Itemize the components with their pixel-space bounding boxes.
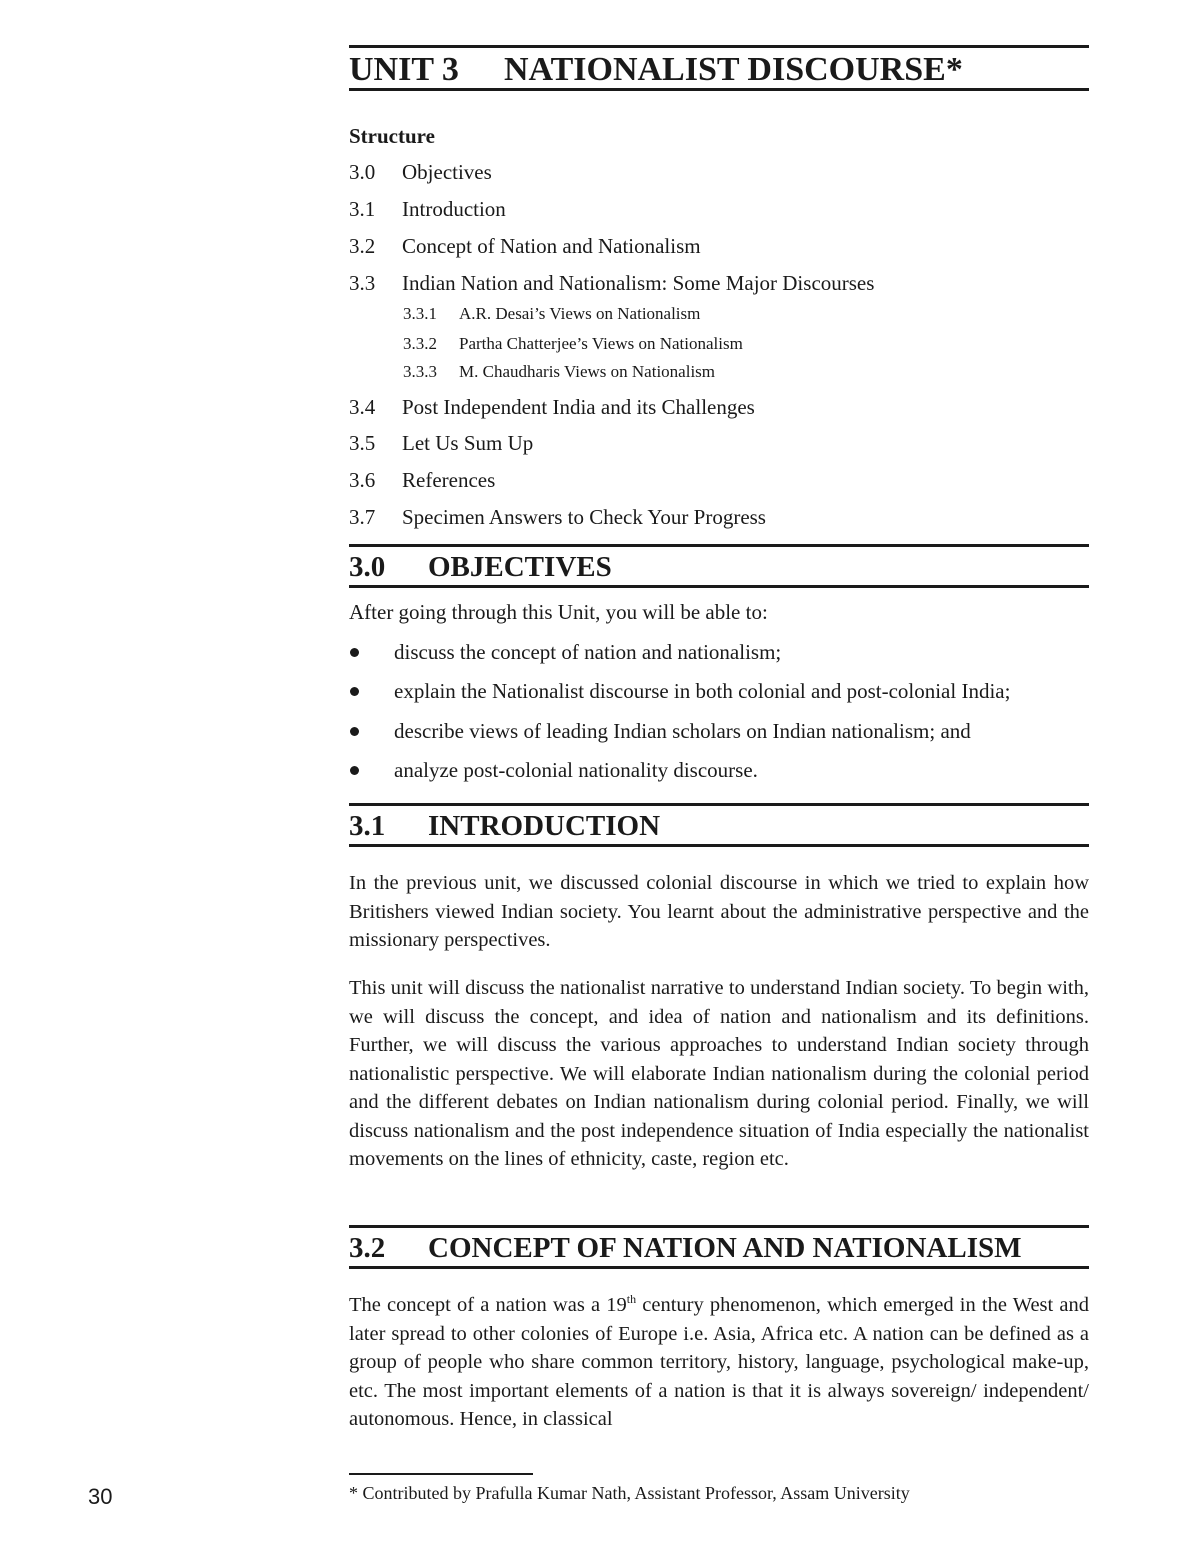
concept-paragraph: The concept of a nation was a 19th century phenomenon, which emerged in the West and later spread to other colonies of Europe i.e. Asia, Africa etc. A nation can be defined as a group of people who share common territory, history, language, psychological make-up, etc. The most important elements of a nation is that it is always sovereign/ independent/ autonomous. Hence, in classical bbox=[349, 1292, 1089, 1430]
introduction-paragraph: This unit will discuss the nationalist narrative to understand Indian society. To begin with, we will discuss the concept, and idea of nation and nationalism and its definitions. Further, we will discuss the various approaches to understand Indian society through nationalistic perspective. We will elaborate Indian nationalism during the colonial period and the different debates on Indian nationalism during colonial period. Finally, we will discuss nationalism and the post independence situation of India especially the nationalist movements on the lines of ethnicity, caste, region etc. bbox=[349, 977, 1089, 1170]
toc-item: 3.7 Specimen Answers to Check Your Progress bbox=[349, 505, 766, 529]
section-number: 3.2 bbox=[349, 1232, 386, 1264]
section-heading-objectives bbox=[349, 544, 1089, 588]
toc-subitem: 3.3.2 Partha Chatterjee’s Views on Nationalism bbox=[403, 334, 743, 353]
bullet-icon bbox=[350, 727, 359, 736]
section-number: 3.1 bbox=[349, 810, 386, 842]
structure-label: Structure bbox=[349, 124, 435, 148]
section-title: INTRODUCTION bbox=[428, 810, 661, 842]
section-heading-introduction bbox=[349, 803, 1089, 847]
bullet-icon bbox=[350, 766, 359, 775]
unit-header bbox=[349, 45, 1089, 91]
objectives-intro: After going through this Unit, you will be able to: bbox=[349, 600, 768, 624]
page-number: 30 bbox=[88, 1484, 113, 1509]
introduction-paragraph: In the previous unit, we discussed colonial discourse in which we tried to explain how Britishers viewed Indian society. You learnt about the administrative perspective and the missionary perspectives. bbox=[349, 872, 1089, 951]
bullet-icon bbox=[350, 687, 359, 696]
toc-item: 3.4 Post Independent India and its Challenges bbox=[349, 395, 755, 419]
unit-title: NATIONALIST DISCOURSE* bbox=[504, 51, 963, 88]
unit-number: UNIT 3 bbox=[349, 51, 459, 88]
section-heading-concept bbox=[349, 1225, 1089, 1269]
toc-item: 3.5 Let Us Sum Up bbox=[349, 431, 534, 455]
toc-subitem: 3.3.3 M. Chaudharis Views on Nationalism bbox=[403, 362, 716, 381]
toc-item: 3.2 Concept of Nation and Nationalism bbox=[349, 234, 701, 258]
footnote-rule bbox=[349, 1473, 533, 1475]
toc-item: 3.6 References bbox=[349, 468, 496, 492]
toc-item: 3.1 Introduction bbox=[349, 197, 506, 221]
section-title: OBJECTIVES bbox=[428, 551, 612, 583]
toc-subitem: 3.3.1 A.R. Desai’s Views on Nationalism bbox=[403, 304, 701, 323]
section-number: 3.0 bbox=[349, 551, 386, 583]
toc-item: 3.0 Objectives bbox=[349, 160, 492, 184]
bullet-icon bbox=[350, 648, 359, 657]
section-title: CONCEPT OF NATION AND NATIONALISM bbox=[428, 1232, 1022, 1264]
footnote: * Contributed by Prafulla Kumar Nath, Assistant Professor, Assam University bbox=[349, 1483, 910, 1503]
toc-item: 3.3 Indian Nation and Nationalism: Some Major Discourses bbox=[349, 271, 875, 295]
